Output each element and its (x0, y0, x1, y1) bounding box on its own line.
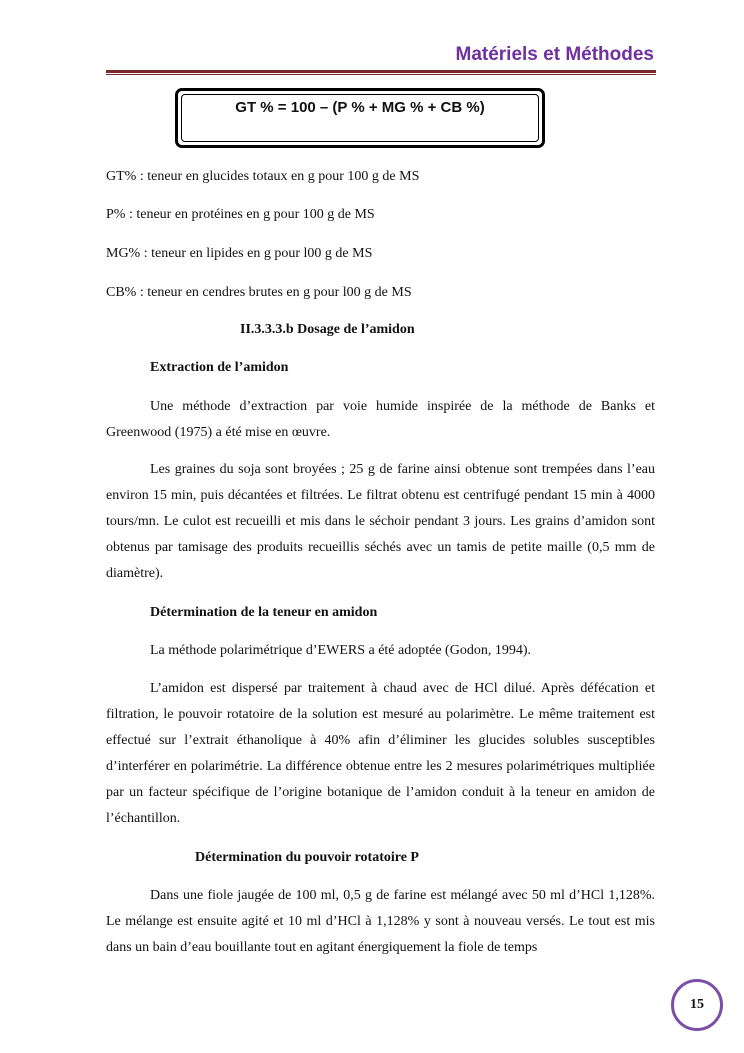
paragraph-polarimetric-procedure: L’amidon est dispersé par traitement à chaud avec de HCl dilué. Après défécation et filtration, le pouvoir rotatoire de la solution est mesuré au polarimètre. Le même traitement est effectué sur l’extrait éthanolique à 40% afin d’éliminer les glucides solubles susceptibles d’interférer en polarimétrie. La différence obtenue entre les 2 mesures polarimétriques multipliée par un facteur spécifique de l’origine botanique de l’amidon conduit à la teneur en amidon de l’échantillon. (106, 681, 655, 826)
paragraph-extraction-method: Une méthode d’extraction par voie humide inspirée de la méthode de Banks et Greenwood (1975) a été mise en œuvre. (106, 399, 655, 440)
definition-p: P% : teneur en protéines en g pour 100 g de MS (106, 207, 375, 222)
paragraph-extraction-procedure: Les graines du soja sont broyées ; 25 g de farine ainsi obtenue sont trempées dans l’eau environ 15 min, puis décantées et filtrées. Le filtrat obtenu est centrifugé pendant 15 min à 4000 tours/mn. Le culot est recueilli et mis dans le séchoir pendant 3 jours. Les grains d’amidon sont obtenus par tamisage des produits recueillis séchés avec un tamis de petite maille (0,5 mm de diamètre). (106, 462, 655, 581)
formula-text: GT % = 100 – (P % + MG % + CB %) (235, 99, 485, 116)
page-number: 15 (671, 979, 723, 1031)
subsection-pouvoir-rotatoire: Détermination du pouvoir rotatoire P (195, 850, 419, 865)
subsection-determination: Détermination de la teneur en amidon (150, 605, 378, 620)
header-rule-thick (106, 70, 656, 73)
definition-mg: MG% : teneur en lipides en g pour l00 g de MS (106, 246, 373, 261)
formula-box (175, 88, 545, 148)
subsection-extraction: Extraction de l’amidon (150, 360, 289, 375)
paragraph-pouvoir-procedure: Dans une fiole jaugée de 100 ml, 0,5 g de farine est mélangé avec 50 ml d’HCl 1,128%. Le mélange est ensuite agité et 10 ml d’HCl à 1,128% y sont à nouveau versés. Le tout est mis dans un bain d’eau bouillante tout en agitant énergiquement la fiole de temps (106, 888, 655, 955)
definition-gt: GT% : teneur en glucides totaux en g pour 100 g de MS (106, 169, 420, 184)
header-rule-thin (106, 74, 656, 75)
paragraph-polarimetric-method: La méthode polarimétrique d’EWERS a été adoptée (Godon, 1994). (150, 643, 531, 658)
header-title: Matériels et Méthodes (455, 44, 654, 65)
definition-cb: CB% : teneur en cendres brutes en g pour l00 g de MS (106, 285, 412, 300)
section-title: II.3.3.3.b Dosage de l’amidon (240, 322, 415, 337)
